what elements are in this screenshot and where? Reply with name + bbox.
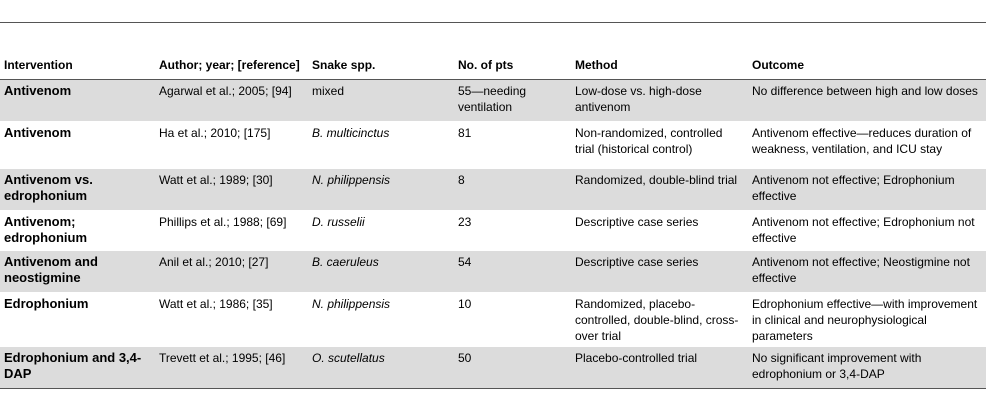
table-row [0,293,986,347]
author-cell: Agarwal et al.; 2005; [94] [155,80,308,122]
intervention-cell: Antivenom; edrophonium [0,211,155,251]
no-of-pts-cell: 50 [454,347,571,389]
header-author: Author; year; [reference] [155,23,308,80]
header-snake-spp: Snake spp. [308,23,454,80]
author-cell: Anil et al.; 2010; [27] [155,251,308,293]
intervention-cell: Antivenom [0,80,155,122]
no-of-pts-cell: 81 [454,122,571,169]
author-cell: Ha et al.; 2010; [175] [155,122,308,169]
snake-cell: mixed [308,80,454,122]
outcome-cell: Antivenom not effective; Edrophonium effective [748,169,986,211]
snake-cell: B. caeruleus [308,251,454,293]
intervention-cell: Antivenom [0,122,155,169]
table-row [0,169,986,211]
snake-cell: O. scutellatus [308,347,454,389]
outcome-cell: Antivenom effective—reduces duration of weakness, ventilation, and ICU stay [748,122,986,169]
table-row [0,347,986,389]
method-cell: Randomized, placebo-controlled, double-blind, cross-over trial [571,293,748,347]
snake-cell: N. philippensis [308,169,454,211]
snake-cell: D. russelii [308,211,454,251]
header-row [0,23,986,80]
intervention-cell: Antivenom vs. edrophonium [0,169,155,211]
table-row [0,251,986,293]
author-cell: Phillips et al.; 1988; [69] [155,211,308,251]
author-cell: Watt et al.; 1989; [30] [155,169,308,211]
method-cell: Randomized, double-blind trial [571,169,748,211]
method-cell: Descriptive case series [571,211,748,251]
interventions-table [0,22,986,389]
no-of-pts-cell: 10 [454,293,571,347]
intervention-cell: Edrophonium [0,293,155,347]
header-no-of-pts: No. of pts [454,23,571,80]
table-row [0,122,986,169]
no-of-pts-cell: 55—needing ventilation [454,80,571,122]
author-cell: Trevett et al.; 1995; [46] [155,347,308,389]
method-cell: Low-dose vs. high-dose antivenom [571,80,748,122]
table-row [0,211,986,251]
snake-cell: B. multicinctus [308,122,454,169]
no-of-pts-cell: 54 [454,251,571,293]
outcome-cell: No difference between high and low doses [748,80,986,122]
outcome-cell: No significant improvement with edrophonium or 3,4-DAP [748,347,986,389]
no-of-pts-cell: 8 [454,169,571,211]
intervention-cell: Antivenom and neostigmine [0,251,155,293]
header-intervention: Intervention [0,23,155,80]
header-method: Method [571,23,748,80]
author-cell: Watt et al.; 1986; [35] [155,293,308,347]
method-cell: Descriptive case series [571,251,748,293]
outcome-cell: Antivenom not effective; Neostigmine not effective [748,251,986,293]
no-of-pts-cell: 23 [454,211,571,251]
intervention-cell: Edrophonium and 3,4-DAP [0,347,155,389]
outcome-cell: Antivenom not effective; Edrophonium not effective [748,211,986,251]
header-outcome: Outcome [748,23,986,80]
table-body [0,80,986,389]
table-row [0,80,986,122]
method-cell: Non-randomized, controlled trial (historical control) [571,122,748,169]
table-header [0,23,986,80]
method-cell: Placebo-controlled trial [571,347,748,389]
snake-cell: N. philippensis [308,293,454,347]
outcome-cell: Edrophonium effective—with improvement in clinical and neurophysiological parameters [748,293,986,347]
